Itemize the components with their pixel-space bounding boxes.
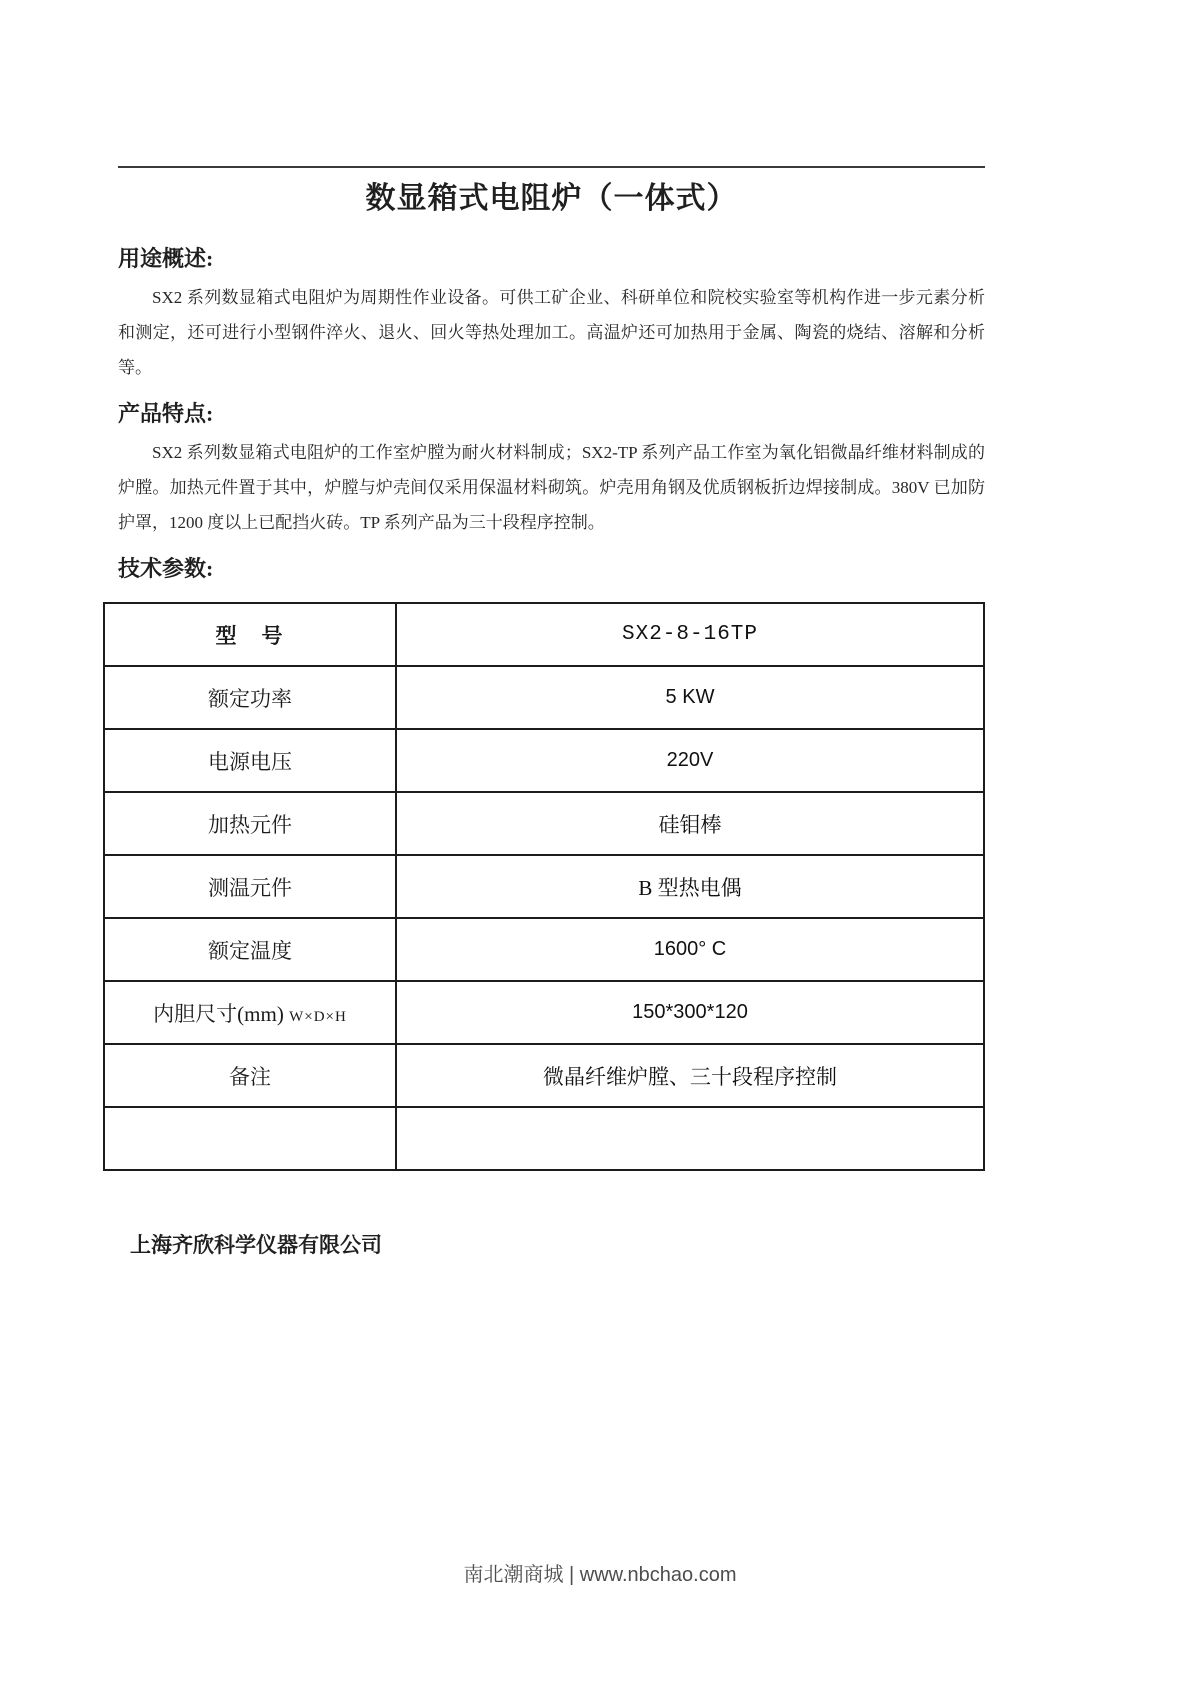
table-row-voltage <box>104 729 984 792</box>
table-row-rated-temperature <box>104 918 984 981</box>
spec-value-model: SX2-8-16TP <box>396 603 984 666</box>
spec-value-thermocouple: B 型热电偶 <box>396 855 984 918</box>
spec-label-model: 型 号 <box>104 603 396 666</box>
table-row-remarks <box>104 1044 984 1107</box>
section-heading-overview: 用途概述: <box>118 246 214 271</box>
spec-value-rated-temperature: 1600° C <box>396 918 984 981</box>
overview-paragraph: SX2 系列数显箱式电阻炉为周期性作业设备。可供工矿企业、科研单位和院校实验室等机构作进一步元素分析和测定，还可进行小型钢件淬火、退火、回火等热处理加工。高温炉还可加热用于金属、陶瓷的烧结、溶解和分析等。 <box>118 288 985 377</box>
spec-value-empty <box>396 1107 984 1170</box>
spec-label-chamber-size <box>104 981 396 1044</box>
section-heading-features: 产品特点: <box>118 401 214 426</box>
spec-label-rated-temperature: 额定温度 <box>104 918 396 981</box>
spec-value-power: 5 KW <box>396 666 984 729</box>
spec-label-empty <box>104 1107 396 1170</box>
table-row-empty <box>104 1107 984 1170</box>
table-row-heating-element <box>104 792 984 855</box>
header-rule <box>118 166 985 168</box>
spec-label-thermocouple: 测温元件 <box>104 855 396 918</box>
spec-value-heating-element: 硅钼棒 <box>396 792 984 855</box>
spec-label-chamber-size-main: 内胆尺寸(mm) <box>153 1001 284 1026</box>
spec-label-chamber-size-sub: W×D×H <box>289 1008 347 1025</box>
spec-label-voltage: 电源电压 <box>104 729 396 792</box>
spec-label-power: 额定功率 <box>104 666 396 729</box>
specs-table <box>103 602 985 1171</box>
document-content <box>118 166 985 1259</box>
site-footer: 南北潮商城 | www.nbchao.com <box>463 1564 737 1586</box>
table-row-power <box>104 666 984 729</box>
page-title: 数显箱式电阻炉（一体式） <box>365 182 738 215</box>
company-name: 上海齐欣科学仪器有限公司 <box>130 1233 382 1257</box>
spec-label-remarks: 备注 <box>104 1044 396 1107</box>
spec-value-remarks: 微晶纤维炉膛、三十段程序控制 <box>396 1044 984 1107</box>
table-row-model <box>104 603 984 666</box>
features-paragraph: SX2 系列数显箱式电阻炉的工作室炉膛为耐火材料制成；SX2-TP 系列产品工作室为氧化铝微晶纤维材料制成的炉膛。加热元件置于其中，炉膛与炉壳间仅采用保温材料砌筑。炉壳用角钢及优质钢板折边焊接制成。380V 已加防护罩，1200 度以上已配挡火砖。TP 系列产品为三十段程序控制。 <box>118 443 985 532</box>
table-row-thermocouple <box>104 855 984 918</box>
section-heading-specs: 技术参数: <box>118 556 214 581</box>
spec-value-chamber-size: 150*300*120 <box>396 981 984 1044</box>
table-row-chamber-size <box>104 981 984 1044</box>
spec-value-voltage: 220V <box>396 729 984 792</box>
spec-label-heating-element: 加热元件 <box>104 792 396 855</box>
